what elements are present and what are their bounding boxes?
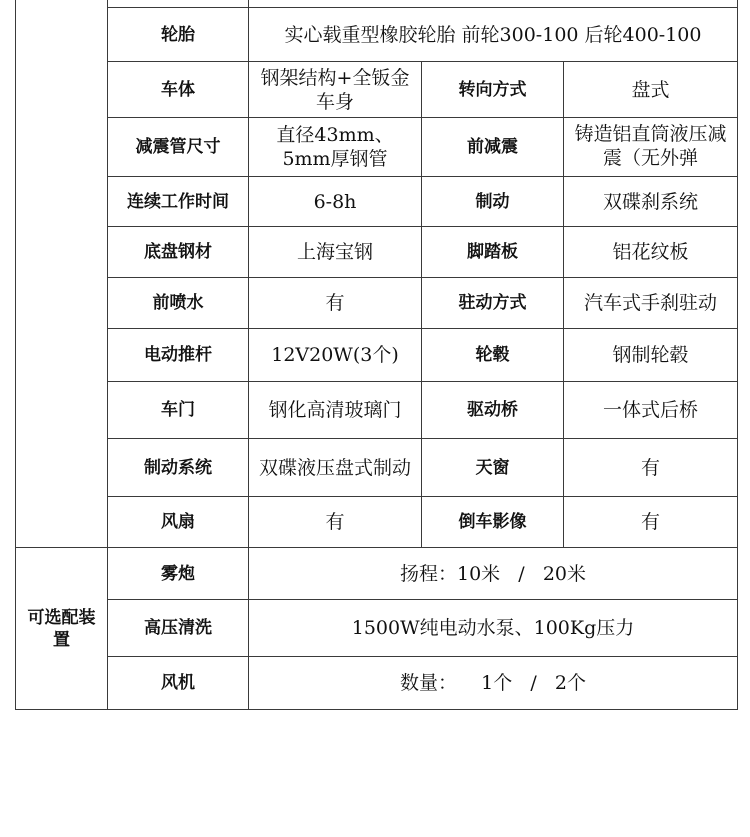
table-row <box>16 497 738 548</box>
spec-label: 轮胎 <box>108 8 249 62</box>
spec-value: 钢架结构+全钣金车身 <box>249 62 422 118</box>
spec-value: 铝花纹板 <box>564 227 738 278</box>
spec-value: 钢制轮毂 <box>564 329 738 382</box>
group-cell-empty <box>16 0 108 548</box>
table-row <box>16 62 738 118</box>
table-row <box>16 177 738 227</box>
spec-label: 倒车影像 <box>422 497 564 548</box>
spec-value: 有 <box>249 497 422 548</box>
table-row <box>16 600 738 657</box>
table-row <box>16 0 738 8</box>
spec-value: 数量： 1个 / 2个 <box>249 657 738 710</box>
spec-value: 盘式 <box>564 62 738 118</box>
table-row <box>16 439 738 497</box>
spec-value: 上海宝钢 <box>249 227 422 278</box>
spec-label: 车门 <box>108 382 249 439</box>
spec-label: 驱动桥 <box>422 382 564 439</box>
spec-value: 钢化高清玻璃门 <box>249 382 422 439</box>
table-row <box>16 8 738 62</box>
spec-label: 雾炮 <box>108 548 249 600</box>
spec-value: 汽车式手刹驻动 <box>564 278 738 329</box>
table-row <box>16 278 738 329</box>
spec-value: 扬程：10米 / 20米 <box>249 548 738 600</box>
table-row <box>16 227 738 278</box>
spec-value-clip: 铸造铝直筒液压减震（无外弹 <box>574 123 727 169</box>
spec-value: 有 <box>564 439 738 497</box>
spec-label: 前喷水 <box>108 278 249 329</box>
spec-value: 双碟刹系统 <box>564 177 738 227</box>
spec-value: 有 <box>249 278 422 329</box>
spec-label: 制动系统 <box>108 439 249 497</box>
spec-table <box>15 0 738 710</box>
spec-value: 实心载重型橡胶轮胎 前轮300-100 后轮400-100 <box>249 8 738 62</box>
spec-value: 双碟液压盘式制动 <box>249 439 422 497</box>
table-row <box>16 657 738 710</box>
spec-label: 减震管尺寸 <box>108 118 249 177</box>
spec-value: 有 <box>564 497 738 548</box>
spec-label: 转向方式 <box>422 62 564 118</box>
spec-label: 车体 <box>108 62 249 118</box>
spec-label: 底盘钢材 <box>108 227 249 278</box>
spec-value: 12V20W(3个) <box>249 329 422 382</box>
spec-label: 脚踏板 <box>422 227 564 278</box>
table-row <box>16 118 738 177</box>
spec-value <box>564 118 738 177</box>
spec-label: 轮毂 <box>422 329 564 382</box>
spec-value: 6-8h <box>249 177 422 227</box>
spec-label: 前减震 <box>422 118 564 177</box>
spec-label: 风机 <box>108 657 249 710</box>
spec-label: 天窗 <box>422 439 564 497</box>
spec-label: 制动 <box>422 177 564 227</box>
spec-value: 1500W纯电动水泵、100Kg压力 <box>249 600 738 657</box>
spec-label: 电动推杆 <box>108 329 249 382</box>
table-row <box>16 382 738 439</box>
spec-label: 风扇 <box>108 497 249 548</box>
spec-label: 高压清洗 <box>108 600 249 657</box>
spec-value: 直径43mm、5mm厚钢管 <box>249 118 422 177</box>
spec-value: 一体式后桥 <box>564 382 738 439</box>
table-row <box>16 548 738 600</box>
spec-label: 连续工作时间 <box>108 177 249 227</box>
table-row <box>16 329 738 382</box>
spec-label: 驻动方式 <box>422 278 564 329</box>
optional-group-label: 可选配装置 <box>16 548 108 710</box>
